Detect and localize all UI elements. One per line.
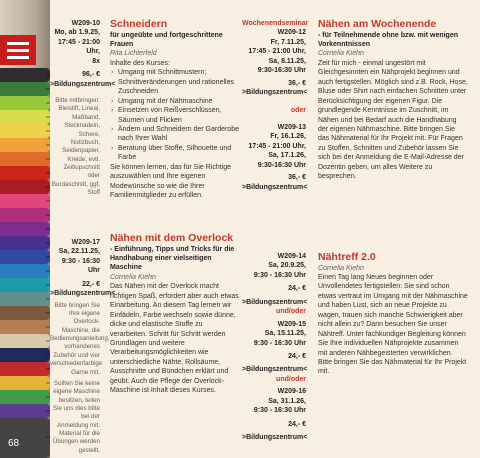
course-outro: Sie können lernen, das für Sie Richtige auszuwählen und Ihre eigenen Modewünsche so wie die Ihrer Familienmitglieder zu erfüllen. — [110, 163, 232, 200]
course-schneidern — [110, 18, 240, 200]
course-price: 22,- € — [82, 280, 100, 288]
thread-beige — [0, 334, 50, 348]
list-item: › Beratung über Stoffe, Silhouette und Farbe — [110, 144, 240, 163]
thread-gold — [0, 376, 50, 390]
course-dates: Sa, 31.1.26, — [268, 397, 306, 405]
course-dates: Sa, 20.9.25, — [268, 262, 306, 270]
thread-light-blue — [0, 264, 50, 278]
course-intro: Inhalte des Kurses: — [110, 59, 170, 67]
course-author: Cornelia Kiehn — [318, 264, 364, 272]
course-center: >Bildungszentrum< — [242, 434, 308, 441]
course-code: W209-12 — [277, 29, 306, 37]
seminar-label: Wochenendseminar — [242, 20, 309, 27]
course-sessions: 8x — [92, 57, 100, 65]
course-dates: Sa, 15.11.25, — [264, 330, 306, 338]
course-price: 24,- € — [288, 420, 306, 428]
course-center: >Bildungszentrum< — [242, 183, 308, 191]
thread-teal — [0, 278, 50, 292]
course-note-2: Sollten Sie keine eigene Maschine besitzen, teilen Sie uns dies bitte bei der Anmeldung mit. Material für die Übungen werden gestellt. — [52, 379, 100, 454]
course-note: Bitte bringen Sie Ihre eigene Overlock-Maschine, die Bedienungsanleitung, vorhandenes Zubehör und vier verschiedenfarbige Garne mit. — [50, 301, 110, 376]
thread-green — [0, 82, 50, 96]
course-author: Cornelia Kiehn — [110, 273, 156, 281]
course-time: 9:30 - 16:30 Uhr — [253, 339, 306, 347]
course-center: >Bildungszentrum< — [50, 80, 116, 88]
course-body: Das Nähen mit der Overlock macht richtigen Spaß, erfordert aber auch etwas Einarbeitung. An diesem Tag lernen wir Einfädeln, Farbe wechseln sowie dünne, dicke und elastische Stoffe zu verarbeiten. Schritt für Schritt werden Grundlagen und weitere Verarbeitungsmöglichkeiten wie unterschiedliche Nähte, Rollsäume, Ausschnitte und Bündchen erklärt und geübt. Auch die Pflege der Overlock-Maschine ist Inhalt dieses Kurses. — [110, 283, 239, 395]
thread-yellow — [0, 124, 50, 138]
course-dates: Mo, ab 1.9.25, — [54, 29, 100, 37]
thread-blue — [0, 250, 50, 264]
course-subtitle: - Einführung, Tipps und Tricks für die Handhabung einer vielseitigen Maschine — [110, 245, 235, 272]
course-subtitle: - für Teilnehmende ohne bzw. mit wenigen Vorkenntnissen — [318, 31, 459, 49]
course-code: W209-15 — [277, 320, 306, 328]
thread-violet-2 — [0, 404, 50, 418]
thread-magenta — [0, 208, 50, 222]
thread-brown — [0, 306, 50, 320]
list-item: › Ändern und Schneidern der Garderobe nach Ihrer Wahl — [110, 125, 240, 144]
thread-dark-orange — [0, 152, 50, 166]
course-center: >Bildungszentrum< — [242, 89, 308, 97]
course-body: Zeit für mich - einmal ungestört mit Gleichgesinnten ein Nähprojekt beginnen und auch fertigstellen. Möglich sind z.B. Rock, Hose, Bluse oder Shirt nach einfachen Schnitten unter Berücksichtigung der eigenen Figur. Die grundlegende Kenntnisse im Zuschnitt, im Nähen und bei Bedarf auch die Handhabung der eigenen Nähmaschine. Bitte bringen Sie das Nähmaterial für Ihr Projekt mit. Für Fragen zu Stoffen, Schnitten und Zubehör lassen Sie sich bei der Anmeldung die E-Mail-Adresse der Dozentin geben, um alles Weitere zu besprechen. — [318, 59, 468, 181]
thread-tan — [0, 320, 50, 334]
thread-orange — [0, 138, 50, 152]
meta-block-2 — [50, 238, 116, 455]
thread-dark-red — [0, 180, 50, 194]
course-dates: Fr, 16.1.26, — [270, 133, 306, 141]
course-code: W209-17 — [71, 239, 100, 246]
thread-spool-image — [0, 0, 50, 458]
course-dates: Sa, 22.11.25, — [58, 248, 100, 256]
thread-pink — [0, 194, 50, 208]
course-author: Rita Lichterfeld — [110, 50, 157, 58]
course-time: 9:30-16:30 Uhr — [257, 67, 306, 75]
course-time: 17:45 - 21:00 Uhr, — [248, 142, 306, 150]
course-center: >Bildungszentrum< — [242, 298, 308, 306]
list-item: › Umgang mit der Nähmaschine — [110, 97, 240, 106]
meta-block-3 — [242, 19, 309, 192]
course-subtitle: für ungeübte und fortgeschrittene Frauen — [110, 31, 223, 49]
list-item: › Umgang mit Schnittmustern; Schnittveränderungen und rationelles Zuschneiden — [110, 68, 240, 96]
thread-violet — [0, 236, 50, 250]
course-title: Nähtreff 2.0 — [318, 251, 376, 263]
thread-green-2 — [0, 390, 50, 404]
course-code: W209-10 — [71, 20, 100, 27]
course-title: Nähen am Wochenende — [318, 18, 437, 30]
course-note: Bitte mitbringen: Bleistift, Lineal, Maßband, Stecknadeln, Schere, Notizbuch, Seidenpapier, Kreide, evtl. Zeitlupschnitt oder Burdaschnitt, ggf. Stoff — [51, 97, 100, 197]
course-title: Schneidern — [110, 18, 168, 30]
course-naehen-wochenende — [318, 18, 468, 182]
course-title: Nähen mit dem Overlock — [110, 232, 234, 244]
meta-block-4 — [242, 252, 306, 442]
meta-block-1 — [50, 19, 116, 197]
thread-purple — [0, 222, 50, 236]
page-number: 68 — [8, 438, 20, 449]
course-time: 9:30 - 16:30 Uhr — [61, 257, 100, 275]
course-price: 36,- € — [288, 79, 306, 87]
course-time: 9:30 - 16:30 Uhr — [253, 271, 306, 279]
course-code: W209-16 — [277, 388, 306, 396]
course-price: 24,- € — [288, 285, 306, 293]
course-time: 17:45 - 21:00 Uhr, — [248, 48, 306, 56]
menu-icon[interactable] — [0, 35, 36, 65]
or-label: und/oder — [276, 308, 306, 316]
course-center: >Bildungszentrum< — [50, 290, 116, 298]
course-code: W209-14 — [277, 253, 306, 260]
thread-red-2 — [0, 362, 50, 376]
thread-yellow-green — [0, 110, 50, 124]
course-author: Cornelia Kiehn — [318, 50, 364, 58]
thread-black — [0, 68, 50, 82]
course-time: 17:45 - 21:00 Uhr, — [57, 38, 100, 56]
thread-red — [0, 166, 50, 180]
course-content-list — [110, 68, 240, 162]
list-item: › Einsetzen von Reißverschlüssen, Säumen und Flicken — [110, 106, 240, 125]
course-price: 24,- € — [288, 352, 306, 360]
thread-navy — [0, 348, 50, 362]
or-label: oder — [290, 106, 306, 114]
thread-gray-teal — [0, 292, 50, 306]
course-body: Einen Tag lang Neues beginnen oder Unvollendetes fertigstellen: Sie sind schon etwas vertraut im Umgang mit der Nähmaschine und haben Lust, sich an neue Projekte zu wagen, trauen sich manche Schwierigkeit aber nicht allein zu? Dann besuchen Sie unser Nähtreff. Unter fachkundiger Begleitung können Sie Ihre individuellen Nähprojekte zusammen mit anderen Nähbegeisterten verwirklichen. Bitte bringen Sie das Nähmaterial für Ihr Projekt mit. — [318, 274, 468, 376]
course-dates: Fr, 7.11.25, — [270, 38, 306, 46]
course-price: 96,- € — [82, 71, 100, 79]
course-center: >Bildungszentrum< — [242, 366, 308, 374]
course-code: W209-13 — [277, 123, 306, 131]
course-price: 36,- € — [288, 174, 306, 182]
course-dates: Sa, 17.1.26, — [268, 152, 306, 160]
or-label: und/oder — [276, 375, 306, 383]
course-overlock — [110, 232, 240, 396]
course-dates: Sa, 8.11.25, — [268, 57, 306, 65]
course-time: 9:30-16:30 Uhr — [257, 161, 306, 169]
course-time: 9:30 - 16:30 Uhr — [253, 407, 306, 415]
thread-lime — [0, 96, 50, 110]
course-naehtreff — [318, 251, 468, 377]
